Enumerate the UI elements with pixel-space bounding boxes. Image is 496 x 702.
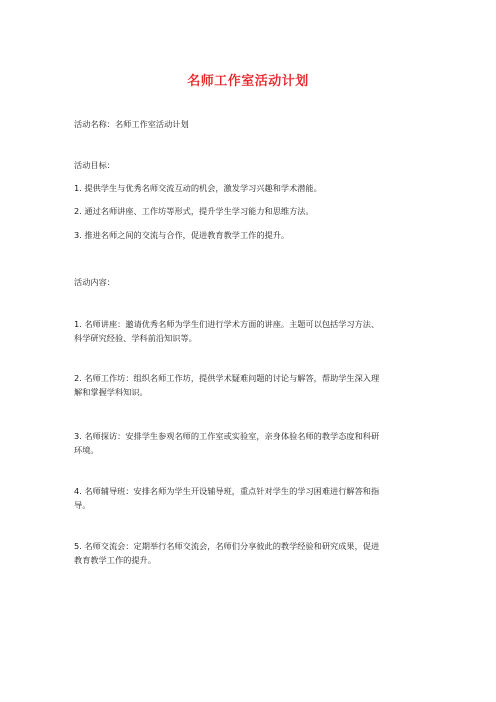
goal-3-text: 3. 推进名师之间的交流与合作，促进教育教学工作的提升。 [74, 230, 290, 240]
content-item-3-line1: 3. 名师探访：安排学生参观名师的工作室或实验室，亲身体验名师的教学态度和科研 [74, 431, 380, 441]
content-heading [74, 275, 434, 289]
content-item-4 [74, 484, 434, 512]
content-item-3 [74, 429, 434, 457]
content-item-4-line1: 4. 名师辅导班：安排名师为学生开设辅导班，重点针对学生的学习困难进行解答和指 [74, 486, 380, 496]
goal-2 [74, 204, 434, 218]
content-item-2-line2: 解和掌握学科知识。 [74, 387, 148, 397]
content-item-5 [74, 539, 434, 567]
goal-3 [74, 228, 434, 242]
content-item-5-line1: 5. 名师交流会：定期举行名师交流会，名师们分享彼此的教学经验和研究成果，促进 [74, 541, 380, 551]
content-heading-text: 活动内容： [74, 277, 115, 287]
content-item-1-line1: 1. 名师讲座：邀请优秀名师为学生们进行学术方面的讲座。主题可以包括学习方法、 [74, 319, 380, 329]
content-item-4-line2: 导。 [74, 500, 91, 510]
activity-name-text: 活动名称：名师工作室活动计划 [74, 119, 189, 129]
content-item-5-line2: 教育教学工作的提升。 [74, 555, 156, 565]
activity-name [74, 117, 434, 131]
content-item-2-line1: 2. 名师工作坊：组织名师工作坊，提供学术疑难问题的讨论与解答，帮助学生深入理 [74, 373, 380, 383]
content-item-1-line2: 科学研究经验、学科前沿知识等。 [74, 333, 197, 343]
content-item-3-line2: 环境。 [74, 445, 99, 455]
goals-heading-text: 活动目标： [74, 160, 115, 170]
document-title: 名师工作室活动计划 [187, 74, 309, 89]
goal-1-text: 1. 提供学生与优秀名师交流互动的机会，激发学习兴趣和学术潜能。 [74, 183, 322, 193]
goal-2-text: 2. 通过名师讲座、工作坊等形式，提升学生学习能力和思维方法。 [74, 206, 314, 216]
goal-1 [74, 181, 434, 195]
content-item-2 [74, 371, 434, 399]
goals-heading [74, 158, 434, 172]
content-item-1 [74, 317, 434, 345]
